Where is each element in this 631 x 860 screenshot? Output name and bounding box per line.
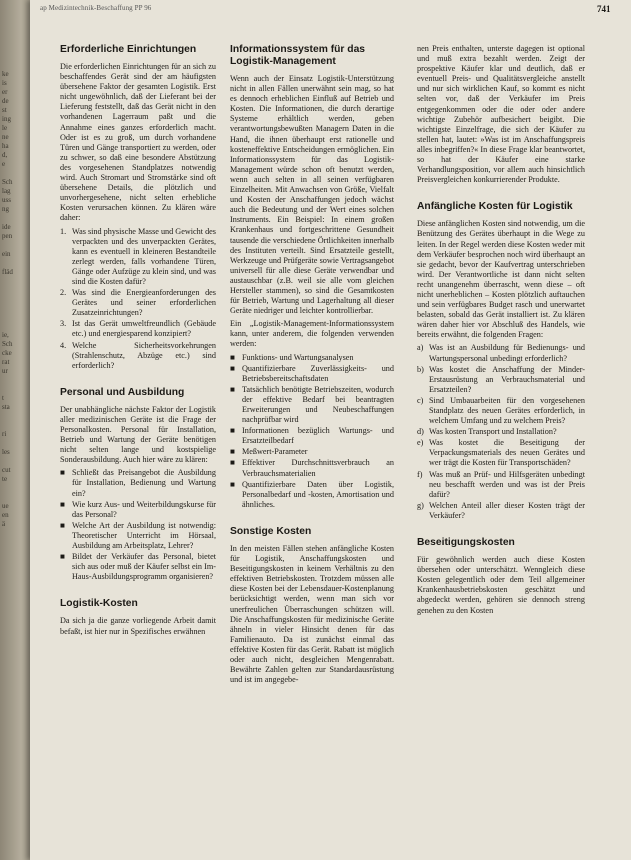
list-item-text: Informationen bezüglich Wartungs- und Ersatzteilbedarf <box>242 426 394 446</box>
list-item-text: Welche Art der Ausbildung ist notwendig: Theoretischer Unterricht im Hörsaal, Ausbildung am Arbeitsplatz, Lehrer? <box>72 520 216 551</box>
list-item <box>230 364 394 384</box>
section-beseitigungskosten <box>417 537 585 616</box>
running-header: ap Medizintechnik-Beschaffung PP 96 <box>40 4 152 12</box>
bullet-list <box>60 468 216 582</box>
continued-paragraph <box>417 44 585 185</box>
list-marker: c) <box>417 395 424 405</box>
list-item <box>230 447 394 457</box>
section-title: Personal und Ausbildung <box>60 386 185 398</box>
list-marker: ■ <box>230 352 235 362</box>
section-title: Logistik-Kosten <box>60 598 138 610</box>
lettered-list <box>417 343 585 521</box>
list-item-text: Effektiver Durchschnittsverbrauch an Verbrauchsmaterialien <box>242 458 394 478</box>
list-marker: 1. <box>60 226 67 236</box>
list-item-text: Funktions- und Wartungsanalysen <box>242 352 354 362</box>
paragraph: In den meisten Fällen stehen anfängliche Kosten für Logistik, Anschaffungskosten und Beseitigungskosten in keinem Verhältnis zu den effektiven Betriebskosten. Trotzdem müssen alle diese Kosten bei der Lebensdauer-Kostenplanung berücksichtigt werden, wenn man sich vor unerfreulichen Überraschungen schützen will. Die Anschaffungskosten für medizinische Geräte ähneln in vieler Hinsicht denen für das Familienauto. Da ist zunächst einmal das effektive Kosten für das Gerät. Rabatt ist möglich oder auch nicht, desgleichen Mengenrabatt. Bewährte Zahlen gelten zur Standardausrüstung und ist im angegebe- <box>230 543 394 685</box>
list-item <box>60 341 216 371</box>
section-personal-und-ausbildung <box>60 387 216 583</box>
section-erforderliche-einrichtungen <box>60 44 216 371</box>
list-item <box>417 396 585 426</box>
list-item <box>60 227 216 288</box>
section-logistik-kosten <box>60 598 216 636</box>
list-item-text: Was kosten Transport und Installation? <box>429 427 557 437</box>
column-1 <box>60 44 216 653</box>
page-number: 741 <box>597 4 611 14</box>
list-item-text: Ist das Gerät umweltfreundlich (Gebäude etc.) und energiesparend konzipiert? <box>72 319 216 339</box>
list-marker: ■ <box>230 426 235 436</box>
list-item-text: Quantifizierbare Daten über Logistik, Personalbedarf und -kosten, Amortisation und ähnliches. <box>242 479 394 509</box>
adjacent-page-bleed-text: ke is er de st ing le ne ha d, e Sch lag uss ng ide pen ein fläd ie, Sch cke rat ur t sta ri les cut te ue en ä <box>2 70 13 528</box>
list-item <box>417 501 585 521</box>
list-item <box>417 438 585 468</box>
paragraph: Wenn auch der Einsatz Logistik-Unterstützung nicht in allen Fällen unerwähnt sein mag, so hat es dennoch erheblichen Einfluß auf Betrieb und Kosten. Die Informationen, die durch derartige Systeme erhältlich werden, geben verantwortungsbewußten Managern Daten in die Hand, die ihnen überhaupt erst rationelle und kosteneffektive Entscheidungen ermöglichen. Ein Informationssystem für das Logistik-Management würde schon oft benutzt werden, wenn auch selten in all seinen verfügbaren Einzelheiten. Mit Anwachsen von Größe, Vielfalt und Kosten der Anschaffungen jedoch wächst auch die Bedeutung und der Wert eines solchen Instruments. Ein Beispiel: In einem großen Krankenhaus und fortgeschrittene Gesundheit tausende die verschiedene Örtlichkeiten innerhalb des Instituten verteilt. Sind Ersatzteile gestellt, Werkzeuge und Prüfgeräte sowie Vertragsangebot universell für alle diese Geräte verwendbar und austauschbar (z.B. weil sie alle vom gleichen Hersteller stammen), so sind die Gesamtkosten für Betrieb, Wartung und Lagerhaltung all dieser Geräte niedriger und leichter kontrollierbar. <box>230 74 394 316</box>
list-item-text: Was muß an Prüf- und Hilfsgeräten unbedingt neu beschafft werden und was ist der Preis dafür? <box>429 469 585 499</box>
list-marker: ■ <box>60 499 65 509</box>
numbered-list <box>60 227 216 371</box>
list-marker: e) <box>417 438 424 448</box>
section-title: Informationssystem für das Logistik-Management <box>230 44 366 67</box>
list-item-text: Bildet der Verkäufer das Personal, bietet sich aus oder muß der Käufer selbst ein Im-Haus-Ausbildungsprogramm organisieren? <box>72 552 216 582</box>
list-marker: 2. <box>60 288 67 298</box>
section-informationssystem <box>230 44 394 510</box>
paragraph: Die erforderlichen Einrichtungen für an sich zu beschaffendes Gerät sind der am häufigsten übersehene Faktor der gesamten Logistik. Erst nicht ungewöhnlich, daß der Lieferant bei der Lieferung feststellt, daß das Gerät nicht in den vorhandenen Lagerraum paßt und die Annahme eines ganzes erforderlich macht. Oder ist es zu groß, um durch vorhandene Türen und Gänge transportiert zu werden, oder zu schwer, so daß eine besondere Abstützung des vorgesehenen Standplatzes notwendig wird. Auch Stromart und Stromstärke sind oft übersehene Details, die plötzlich und unvorhergesehene, nicht selten erhebliche Kosten verursachen können. Zu klären wäre daher: <box>60 62 216 223</box>
list-marker: ■ <box>230 458 235 468</box>
list-item <box>417 343 585 363</box>
list-marker: ■ <box>230 363 235 373</box>
paragraph: nen Preis enthalten, unterste dagegen ist optional und muß extra bezahlt werden. Zeigt der prospektive Käufer klar und deutlich, daß er eventuell Preis- und Qualitätsvergleiche anstellt und nur sich wirklichen Kauf, so kommt es nicht selten vor, daß der Verkäufer im Preis entgegenkommen oder die oder oder andere wichtige Zubehör aufbesichert beigibt. Die wichtigste Einzelfrage, die sich der Käufer zu stellen hat, lautet: »Was ist im Anschaffungspreis alles inbegriffen?« In diese Frage klar beantwortet, so hat der Käufer eine starke Verhandlungsposition, vor allem auch hinsichtlich Preisvergleichen konkurrierender Produkte. <box>417 44 585 185</box>
list-item-text: Was sind die Energieanforderungen des Gerätes und seiner erforderlichen Zusatzeinrichtungen? <box>72 288 216 318</box>
list-marker: a) <box>417 343 424 353</box>
list-item <box>230 353 394 363</box>
list-item-text: Was kostet die Beseitigung der Verpackungsmaterials des neuen Gerätes und wer trägt die Kosten für Transportschäden? <box>429 438 585 468</box>
section-title: Beseitigungskosten <box>417 537 515 549</box>
list-item-text: Sind Umbauarbeiten für den vorgesehenen Standplatz des neuen Gerätes erforderlich, in welchem Umfang und zu welchem Preis? <box>429 395 585 426</box>
list-marker: ■ <box>60 552 65 562</box>
list-item <box>60 468 216 498</box>
list-marker: ■ <box>230 479 235 489</box>
section-sonstige-kosten <box>230 526 394 685</box>
list-item <box>230 385 394 425</box>
list-item <box>230 426 394 446</box>
list-marker: ■ <box>230 384 235 394</box>
list-marker: ■ <box>230 447 235 457</box>
column-3 <box>417 44 585 632</box>
list-item-text: Welchen Anteil aller dieser Kosten trägt der Verkäufer? <box>429 500 585 520</box>
list-item-text: Quantifizierbare Zuverlässigkeits- und Betriebsbereitschaftsdaten <box>242 363 394 383</box>
section-title: Sonstige Kosten <box>230 525 312 537</box>
section-title: Anfängliche Kosten für Logistik <box>417 201 573 213</box>
list-item <box>230 458 394 478</box>
bullet-list <box>230 353 394 510</box>
paragraph: Ein „Logistik-Management-Informationssystem kann, unter anderem, die folgenden verwenden werden: <box>230 319 394 349</box>
paragraph: Diese anfänglichen Kosten sind notwendig, um die Benützung des Gerätes überhaupt in die Wege zu leiten. In der Regel werden diese Kosten weder mit dem Verkäufer besprochen noch wird überhaupt an sie gedacht, bevor der Kaufvertrag unterschrieben wird. Der Verantwortliche ist dann nicht selten recht unangenehm überrascht, wenn diese – oft nicht unerheblichen – Kosten plötzlich auftauchen und sein verfügbares Budget rasch und unerwartet belasten, sobald das Gerät installiert ist. Zu klären wären daher hier vor Abschluß des Handels, wie bereits erwähnt, die folgenden Fragen: <box>417 219 586 340</box>
list-marker: f) <box>417 469 423 479</box>
list-item <box>60 500 216 520</box>
list-item <box>417 470 585 500</box>
list-item <box>417 427 585 437</box>
list-item <box>60 552 216 582</box>
paragraph: Der unabhängliche nächste Faktor der Logistik aller medizinischen Geräte ist die Frage der Personalkosten. Personal für Installation, Betrieb und Wartung der Geräte benötigen nicht selten lange und kostspielige Sonderausbildung. Auch hier wäre zu klären: <box>60 404 216 465</box>
list-item-text: Meßwert-Parameter <box>242 447 308 457</box>
list-marker: 4. <box>60 340 67 350</box>
column-2 <box>230 44 394 701</box>
section-title: Erforderliche Einrichtungen <box>60 44 197 55</box>
list-item-text: Schließt das Preisangebot die Ausbildung für Installation, Bedienung und Wartung ein? <box>72 468 216 498</box>
list-marker: 3. <box>60 319 67 329</box>
list-item <box>60 288 216 318</box>
list-item-text: Was kostet die Anschaffung der Minder-Erstausrüstung an Verbrauchsmaterial und Ersatzteilen? <box>429 364 585 394</box>
list-item <box>230 480 394 510</box>
list-marker: ■ <box>60 468 65 478</box>
list-item-text: Wie kurz Aus- und Weiterbildungskurse für das Personal? <box>72 499 216 519</box>
paragraph: Da sich ja die ganze vorliegende Arbeit damit befaßt, ist hier nur in Spezifisches erwähnen <box>60 616 216 636</box>
list-marker: ■ <box>60 520 65 530</box>
list-marker: d) <box>417 427 424 437</box>
list-item-text: Was sind physische Masse und Gewicht des verpackten und des unverpackten Gerätes, kann es eventuell in kleineren Bestandteile zerlegt werden, falls vorhandene Türen, Gänge oder Aufzüge zu klein sind, und was sind die Kosten dafür? <box>72 226 216 286</box>
list-marker: b) <box>417 364 424 374</box>
list-marker: g) <box>417 500 424 510</box>
list-item <box>60 521 216 551</box>
paragraph: Für gewöhnlich werden auch diese Kosten übersehen oder unterschätzt. Wenngleich diese Kosten gelegentlich oder dem Teil allgemeiner Krankenhausbetriebskosten geschätzt und abgedeckt werden, gehören sie dennoch streng genehen zu den Kosten <box>417 555 585 615</box>
list-item-text: Tatsächlich benötigte Betriebszeiten, wodurch der effektive Bedarf bei beantragten Erweiterungen und Neubeschaffungen nachprüfbar wird <box>242 384 394 425</box>
section-anfaengliche-kosten <box>417 201 585 521</box>
list-item <box>60 319 216 339</box>
list-item <box>417 365 585 395</box>
list-item-text: Welche Sicherheitsvorkehrungen (Strahlenschutz, Abzüge etc.) sind erforderlich? <box>72 340 216 370</box>
list-item-text: Was ist an Ausbildung für Bedienungs- und Wartungspersonal unbedingt erforderlich? <box>429 343 585 363</box>
